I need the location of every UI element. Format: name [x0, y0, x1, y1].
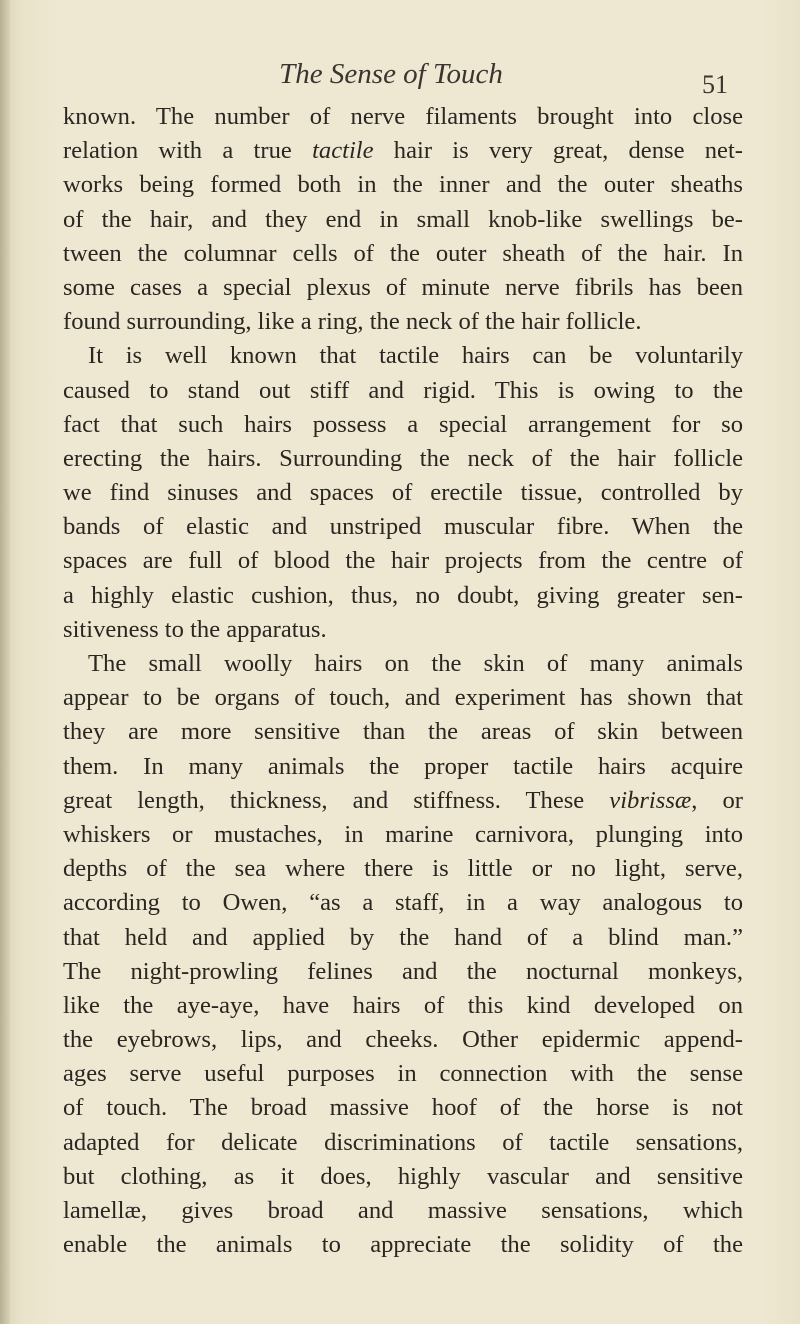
text-line: appear to be organs of touch, and experiment has shown that	[63, 684, 743, 712]
text-line: found surrounding, like a ring, the neck of the hair follicle.	[63, 308, 642, 336]
text-line: tween the columnar cells of the outer sheath of the hair. In	[63, 239, 743, 267]
text-line: depths of the sea where there is little or no light, serve,	[63, 855, 743, 883]
text-line: some cases a special plexus of minute nerve fibrils has been	[63, 273, 743, 301]
text-line: of the hair, and they end in small knob-like swellings be-	[63, 205, 743, 233]
text-line: caused to stand out stiff and rigid. This is owing to the	[63, 376, 743, 404]
text-line: them. In many animals the proper tactile hairs acquire	[63, 752, 743, 780]
text-line: adapted for delicate discriminations of tactile sensations,	[63, 1128, 743, 1156]
text-line: a highly elastic cushion, thus, no doubt, giving greater sen-	[63, 581, 743, 609]
text-line: It is well known that tactile hairs can be voluntarily	[88, 342, 743, 370]
text-line: but clothing, as it does, highly vascular and sensitive	[63, 1162, 743, 1190]
text-line: lamellæ, gives broad and massive sensations, which	[63, 1197, 743, 1224]
text-line: ages serve useful purposes in connection with the sense	[63, 1060, 743, 1088]
text-line: spaces are full of blood the hair projects from the centre of	[63, 547, 743, 575]
text-line: known. The number of nerve filaments brought into close	[63, 103, 743, 130]
text-line: according to Owen, “as a staff, in a way analogous to	[63, 889, 743, 917]
text-line: works being formed both in the inner and the outer sheaths	[63, 171, 743, 199]
text-line: relation with a true tactile hair is very great, dense net-	[63, 137, 743, 165]
text-line: the eyebrows, lips, and cheeks. Other epidermic append-	[63, 1026, 743, 1054]
text-line: bands of elastic and unstriped muscular fibre. When the	[63, 513, 743, 541]
text-line: of touch. The broad massive hoof of the horse is not	[63, 1094, 743, 1122]
text-line: enable the animals to appreciate the solidity of the	[63, 1231, 743, 1259]
text-line: whiskers or mustaches, in marine carnivora, plunging into	[63, 820, 743, 848]
text-line: The night-prowling felines and the nocturnal monkeys,	[63, 957, 743, 985]
text-line: that held and applied by the hand of a blind man.”	[63, 923, 743, 951]
page-number: 51	[702, 70, 728, 99]
text-line: sitiveness to the apparatus.	[63, 615, 327, 643]
italic-word: vibrissæ	[609, 786, 692, 814]
page-binding-edge	[0, 0, 10, 1324]
running-title: The Sense of Touch	[279, 58, 503, 90]
text-line: The small woolly hairs on the skin of many animals	[88, 650, 743, 677]
running-head	[0, 58, 800, 91]
body-text	[63, 100, 743, 1262]
text-line: we find sinuses and spaces of erectile tissue, controlled by	[63, 479, 743, 507]
text-line: erecting the hairs. Surrounding the neck of the hair follicle	[63, 444, 743, 472]
italic-word: tactile	[312, 137, 374, 165]
text-line: like the aye-aye, have hairs of this kind developed on	[63, 991, 743, 1019]
text-line: great length, thickness, and stiffness. These vibrissæ, or	[63, 786, 743, 814]
text-line: they are more sensitive than the areas of skin between	[63, 718, 743, 746]
text-line: fact that such hairs possess a special arrangement for so	[63, 410, 743, 438]
